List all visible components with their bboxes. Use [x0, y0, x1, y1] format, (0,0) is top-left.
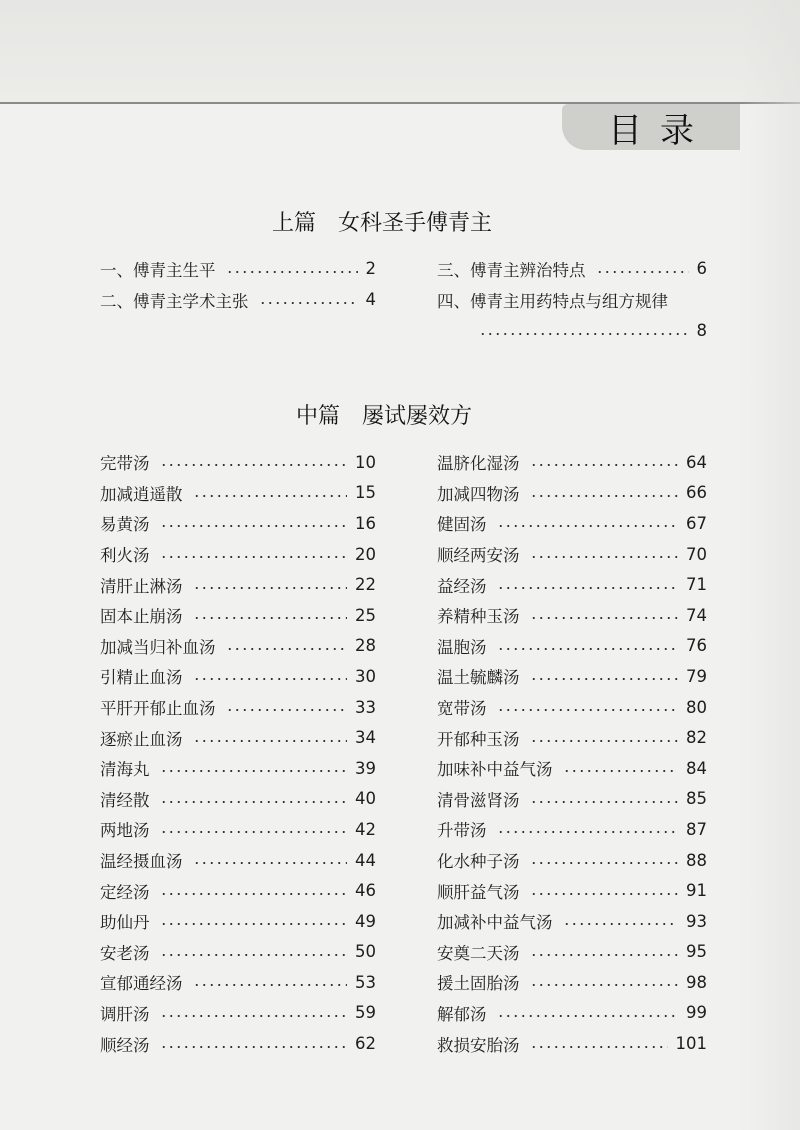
toc-leader-dots	[160, 525, 348, 527]
section-upper-left-column	[100, 253, 376, 315]
toc-page-number: 70	[686, 544, 707, 564]
toc-leader-dots	[160, 556, 348, 558]
toc-entry	[100, 906, 376, 937]
title-tab	[562, 104, 740, 150]
toc-page-number: 74	[686, 605, 707, 625]
toc-page-number: 82	[686, 728, 707, 748]
toc-entry	[100, 875, 376, 906]
toc-entry	[437, 937, 707, 968]
toc-entry-title: 温胞汤	[437, 637, 487, 657]
toc-page-number: 99	[686, 1003, 707, 1023]
toc-entry	[437, 814, 707, 845]
toc-leader-dots	[160, 801, 348, 803]
toc-page-number: 8	[696, 321, 707, 340]
toc-entry-title: 温土毓麟汤	[437, 668, 520, 688]
toc-entry-title: 助仙丹	[100, 913, 150, 933]
toc-entry-title: 化水种子汤	[437, 852, 520, 872]
toc-page-number: 50	[355, 942, 376, 962]
toc-entry	[437, 784, 707, 815]
toc-entry	[437, 600, 707, 631]
toc-page-number: 20	[355, 544, 376, 564]
toc-entry-title: 养精种玉汤	[437, 607, 520, 627]
toc-entry-title: 升带汤	[437, 821, 487, 841]
toc-leader-dots	[160, 1015, 348, 1017]
toc-entry	[100, 539, 376, 570]
toc-leader-dots	[193, 740, 348, 742]
toc-entry-title: 加减补中益气汤	[437, 913, 553, 933]
toc-page-number: 76	[686, 636, 707, 656]
toc-leader-dots	[530, 617, 679, 619]
toc-entry-title: 解郁汤	[437, 1004, 487, 1024]
toc-entry	[437, 753, 707, 784]
toc-entry-title: 顺经两安汤	[437, 546, 520, 566]
toc-leader-dots	[226, 648, 348, 650]
toc-entry-title: 顺经汤	[100, 1035, 150, 1055]
toc-page-number: 30	[355, 666, 376, 686]
toc-page-number: 34	[355, 728, 376, 748]
section-heading-upper: 上篇 女科圣手傅青主	[272, 211, 493, 236]
toc-entry	[437, 692, 707, 723]
toc-leader-dots	[259, 302, 358, 304]
toc-leader-dots	[160, 893, 348, 895]
toc-leader-dots	[160, 923, 348, 925]
toc-entry	[437, 906, 707, 937]
toc-entry	[100, 937, 376, 968]
toc-entry-title: 清肝止淋汤	[100, 576, 183, 596]
toc-entry	[437, 478, 707, 509]
toc-page-number: 15	[355, 483, 376, 503]
toc-entry-title: 三、傅青主辨治特点	[437, 260, 586, 280]
toc-page-number: 39	[355, 758, 376, 778]
toc-page-number: 28	[355, 636, 376, 656]
toc-leader-dots	[530, 862, 679, 864]
toc-leader-dots	[530, 893, 679, 895]
toc-entry	[100, 284, 376, 315]
toc-entry	[100, 508, 376, 539]
toc-leader-dots	[479, 333, 689, 335]
toc-page-number: 79	[686, 666, 707, 686]
toc-entry	[437, 253, 707, 284]
toc-page-number: 59	[355, 1003, 376, 1023]
toc-entry-title: 逐瘀止血汤	[100, 729, 183, 749]
toc-page-number: 10	[355, 452, 376, 472]
toc-leader-dots	[160, 1046, 348, 1048]
section-middle-left-column	[100, 447, 376, 1059]
toc-leader-dots	[563, 770, 679, 772]
toc-entry-title: 开郁种玉汤	[437, 729, 520, 749]
toc-page-number: 44	[355, 850, 376, 870]
toc-page-number: 95	[686, 942, 707, 962]
toc-leader-dots	[530, 740, 679, 742]
toc-leader-dots	[497, 709, 679, 711]
toc-leader-dots	[193, 678, 348, 680]
toc-entry-title: 温经摄血汤	[100, 852, 183, 872]
toc-page-number: 98	[686, 972, 707, 992]
toc-entry-title: 两地汤	[100, 821, 150, 841]
toc-leader-dots	[193, 984, 348, 986]
toc-entry-title: 定经汤	[100, 882, 150, 902]
toc-page-number: 88	[686, 850, 707, 870]
toc-entry	[437, 1028, 707, 1059]
toc-entry	[437, 875, 707, 906]
toc-leader-dots	[160, 464, 348, 466]
toc-entry-title: 四、傅青主用药特点与组方规律	[437, 291, 668, 311]
toc-leader-dots	[596, 271, 689, 273]
toc-entry	[100, 692, 376, 723]
toc-page-number: 6	[696, 259, 707, 278]
toc-entry-title: 温脐化湿汤	[437, 454, 520, 474]
toc-entry	[100, 447, 376, 478]
toc-leader-dots	[530, 678, 679, 680]
toc-entry	[100, 967, 376, 998]
toc-leader-dots	[530, 984, 679, 986]
toc-entry-title: 加减四物汤	[437, 484, 520, 504]
toc-entry	[437, 284, 707, 315]
toc-page-number: 84	[686, 758, 707, 778]
toc-leader-dots	[226, 709, 348, 711]
toc-leader-dots	[497, 525, 679, 527]
toc-entry-title: 易黄汤	[100, 515, 150, 535]
toc-leader-dots	[497, 1015, 679, 1017]
toc-entry-title: 加减当归补血汤	[100, 637, 216, 657]
toc-leader-dots	[530, 954, 679, 956]
toc-entry	[437, 447, 707, 478]
toc-entry	[437, 661, 707, 692]
toc-entry-title: 固本止崩汤	[100, 607, 183, 627]
toc-entry	[437, 845, 707, 876]
toc-leader-dots	[193, 617, 348, 619]
toc-page-number: 53	[355, 972, 376, 992]
toc-entry	[437, 569, 707, 600]
toc-leader-dots	[160, 770, 348, 772]
toc-entry-title: 加减逍遥散	[100, 484, 183, 504]
toc-leader-dots	[193, 862, 348, 864]
toc-page-number: 67	[686, 513, 707, 533]
toc-entry-title: 安奠二天汤	[437, 943, 520, 963]
toc-leader-dots	[497, 648, 679, 650]
toc-page-number: 49	[355, 911, 376, 931]
toc-entry-title: 完带汤	[100, 454, 150, 474]
toc-page-number: 33	[355, 697, 376, 717]
toc-page-number: 64	[686, 452, 707, 472]
toc-leader-dots	[530, 464, 679, 466]
toc-entry	[100, 253, 376, 284]
toc-entry	[437, 631, 707, 662]
toc-entry-title: 清骨滋肾汤	[437, 790, 520, 810]
section-heading-middle: 中篇 屡试屡效方	[296, 404, 473, 429]
toc-entry-title: 安老汤	[100, 943, 150, 963]
toc-entry	[100, 600, 376, 631]
toc-entry	[437, 998, 707, 1029]
toc-entry	[100, 478, 376, 509]
toc-entry-title: 健固汤	[437, 515, 487, 535]
toc-entry	[100, 753, 376, 784]
toc-page-number: 22	[355, 575, 376, 595]
page-title: 目录	[608, 110, 712, 151]
toc-entry	[100, 845, 376, 876]
toc-entry	[100, 661, 376, 692]
toc-entry-title: 救损安胎汤	[437, 1035, 520, 1055]
toc-leader-dots	[160, 831, 348, 833]
toc-entry	[437, 508, 707, 539]
section-middle-right-column	[437, 447, 707, 1059]
toc-page-number: 62	[355, 1034, 376, 1054]
toc-page-number: 42	[355, 819, 376, 839]
toc-entry	[437, 722, 707, 753]
toc-entry-title: 一、傅青主生平	[100, 260, 216, 280]
toc-leader-dots	[193, 495, 348, 497]
toc-entry-title: 加味补中益气汤	[437, 760, 553, 780]
toc-entry-title: 引精止血汤	[100, 668, 183, 688]
toc-page-number: 101	[675, 1034, 707, 1054]
toc-entry-title: 宣郁通经汤	[100, 974, 183, 994]
toc-leader-dots	[530, 1046, 668, 1048]
toc-entry-title: 二、傅青主学术主张	[100, 291, 249, 311]
toc-page-number: 4	[365, 290, 376, 309]
toc-entry	[437, 967, 707, 998]
toc-entry-title: 益经汤	[437, 576, 487, 596]
toc-entry	[100, 1028, 376, 1059]
header-strip	[0, 0, 800, 102]
toc-page-number: 85	[686, 789, 707, 809]
toc-entry-title: 利火汤	[100, 546, 150, 566]
toc-page-number: 71	[686, 575, 707, 595]
toc-leader-dots	[160, 954, 348, 956]
toc-entry-title: 调肝汤	[100, 1004, 150, 1024]
toc-page-number: 46	[355, 881, 376, 901]
toc-leader-dots	[497, 587, 679, 589]
toc-leader-dots	[563, 923, 679, 925]
toc-leader-dots	[497, 831, 679, 833]
toc-entry	[437, 315, 707, 346]
toc-entry-title: 宽带汤	[437, 699, 487, 719]
toc-page-number: 66	[686, 483, 707, 503]
toc-entry	[100, 998, 376, 1029]
toc-page-number: 2	[365, 259, 376, 278]
toc-page-number: 91	[686, 881, 707, 901]
toc-leader-dots	[530, 495, 679, 497]
toc-entry-title: 顺肝益气汤	[437, 882, 520, 902]
toc-entry	[100, 814, 376, 845]
toc-page-number: 93	[686, 911, 707, 931]
toc-page-number: 80	[686, 697, 707, 717]
toc-entry	[100, 569, 376, 600]
toc-leader-dots	[193, 587, 348, 589]
toc-leader-dots	[226, 271, 358, 273]
toc-entry-title: 援土固胎汤	[437, 974, 520, 994]
toc-page-number: 40	[355, 789, 376, 809]
toc-entry-title: 清经散	[100, 790, 150, 810]
toc-leader-dots	[530, 801, 679, 803]
toc-leader-dots	[530, 556, 679, 558]
toc-entry	[100, 631, 376, 662]
toc-entry-title: 清海丸	[100, 760, 150, 780]
toc-page-number: 25	[355, 605, 376, 625]
page-edge-shadow	[740, 0, 800, 1130]
toc-entry	[437, 539, 707, 570]
toc-page-number: 16	[355, 513, 376, 533]
toc-entry	[100, 784, 376, 815]
toc-entry-title: 平肝开郁止血汤	[100, 699, 216, 719]
section-upper-right-column	[437, 253, 707, 346]
toc-entry	[100, 722, 376, 753]
toc-page-number: 87	[686, 819, 707, 839]
